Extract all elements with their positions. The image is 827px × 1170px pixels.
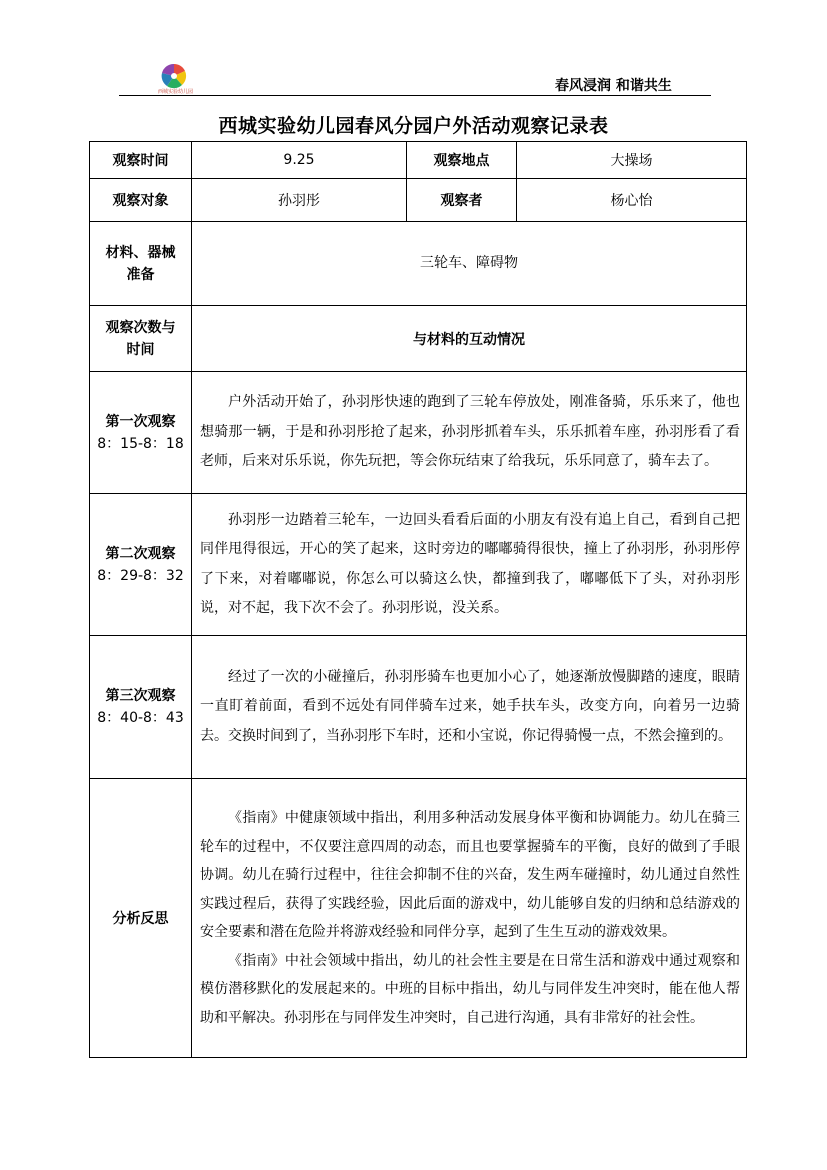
observation-2-title: 第二次观察 xyxy=(105,545,176,562)
analysis-content xyxy=(192,779,747,1058)
table-row xyxy=(90,306,747,372)
logo-caption: 西城实验幼儿园 xyxy=(158,89,194,95)
observation-1-text: 户外活动开始了，孙羽彤快速的跑到了三轮车停放处，刚准备骑，乐乐来了，他也想骑那一辆，于是和孙羽彤抢了起来，孙羽彤抓着车头，乐乐抓着车座，孙羽彤看了看老师，后来对乐乐说，你先玩把，等会你玩结束了给我玩，乐乐同意了，骑车去了。 xyxy=(192,372,747,494)
analysis-label: 分析反思 xyxy=(90,779,192,1058)
observation-3-label xyxy=(90,636,192,779)
observation-1-title: 第一次观察 xyxy=(105,413,176,430)
table-row xyxy=(90,494,747,636)
page-title: 西城实验幼儿园春风分园户外活动观察记录表 xyxy=(218,115,609,137)
observation-2-text: 孙羽彤一边踏着三轮车，一边回头看看后面的小朋友有没有追上自己，看到自己把同伴甩得很远，开心的笑了起来，这时旁边的嘟嘟骑得很快，撞上了孙羽彤，孙羽彤停了下来，对着嘟嘟说，你怎么可以骑这么快，都撞到我了，嘟嘟低下了头，对孙羽彤说，对不起，我下次不会了。孙羽彤说，没关系。 xyxy=(192,494,747,636)
place-value: 大操场 xyxy=(517,142,747,179)
table-row xyxy=(90,779,747,1058)
count-label: 观察次数与时间 xyxy=(90,306,192,372)
analysis-paragraph-2: 《指南》中社会领域中指出，幼儿的社会性主要是在日常生活和游戏中通过观察和模仿潜移默化的发展起来的。中班的目标中指出，幼儿与同伴发生冲突时，能在他人帮助和平解决。孙羽彤在与同伴发生冲突时，自己进行沟通，具有非常好的社会性。 xyxy=(200,952,740,1026)
materials-value: 三轮车、障碍物 xyxy=(192,222,747,306)
observer-value: 杨心怡 xyxy=(517,179,747,222)
table-row xyxy=(90,636,747,779)
time-value: 9.25 xyxy=(192,142,407,179)
kindergarten-logo-icon xyxy=(160,62,188,90)
observation-1-label xyxy=(90,372,192,494)
place-label: 观察地点 xyxy=(407,142,517,179)
subject-label: 观察对象 xyxy=(90,179,192,222)
subject-value: 孙羽彤 xyxy=(192,179,407,222)
observation-2-time: 8：29-8：32 xyxy=(97,567,184,584)
table-row xyxy=(90,142,747,179)
table-row xyxy=(90,222,747,306)
table-row xyxy=(90,179,747,222)
observation-3-title: 第三次观察 xyxy=(105,688,176,704)
header-divider xyxy=(119,95,711,96)
observation-2-label xyxy=(90,494,192,636)
observer-label: 观察者 xyxy=(407,179,517,222)
observation-3-time: 8：40-8：43 xyxy=(97,710,184,726)
materials-label: 材料、器械准备 xyxy=(90,222,192,306)
table-row xyxy=(90,372,747,494)
observation-3-text: 经过了一次的小碰撞后，孙羽彤骑车也更加小心了，她逐渐放慢脚踏的速度，眼睛一直盯着前面，看到不远处有同伴骑车过来，她手扶车头，改变方向，向着另一边骑去。交换时间到了，当孙羽彤下车时，还和小宝说，你记得骑慢一点，不然会撞到的。 xyxy=(192,636,747,779)
time-label: 观察时间 xyxy=(90,142,192,179)
analysis-paragraph-1: 《指南》中健康领域中指出，利用多种活动发展身体平衡和协调能力。幼儿在骑三轮车的过程中，不仅要注意四周的动态，而且也要掌握骑车的平衡，良好的做到了手眼协调。幼儿在骑行过程中，往往会抑制不住的兴奋，发生两车碰撞时，幼儿通过自然性实践过程后，获得了实践经验，因此后面的游戏中，幼儿能够自发的归纳和总结游戏的安全要素和潜在危险并将游戏经验和同伴分享，起到了生生互动的游戏效果。 xyxy=(200,810,740,940)
observation-record-table xyxy=(89,141,747,1058)
observation-1-time: 8：15-8：18 xyxy=(97,435,184,452)
interaction-header: 与材料的互动情况 xyxy=(192,306,747,372)
header-motto: 春风浸润 和谐共生 xyxy=(555,78,672,94)
